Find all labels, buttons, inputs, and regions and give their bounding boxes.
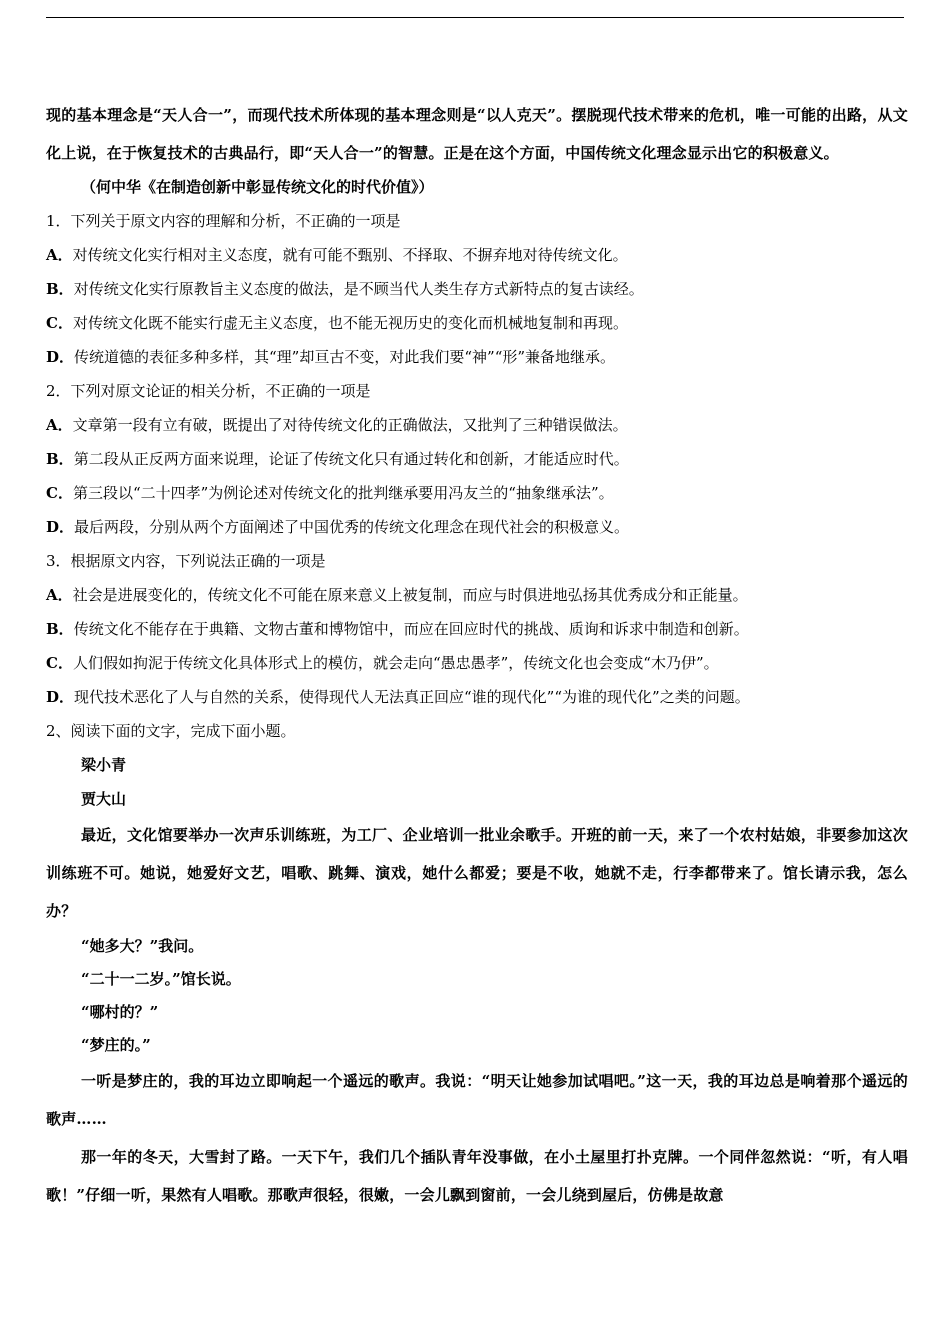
question-stem: 3．根据原文内容，下列说法正确的一项是 bbox=[46, 552, 326, 570]
document-page bbox=[46, 96, 908, 1214]
story-paragraph: 一听是梦庄的，我的耳边立即响起一个遥远的歌声。我说：“明天让她参加试唱吧。”这一天，我的耳边总是响着那个遥远的歌声…… bbox=[46, 1072, 908, 1128]
story-title: 梁小青 bbox=[81, 756, 127, 774]
option-a: A．文章第一段有立有破，既提出了对待传统文化的正确做法，又批判了三种错误做法。 bbox=[46, 416, 628, 434]
story-paragraph: 那一年的冬天，大雪封了路。一天下午，我们几个插队青年没事做，在小土屋里打扑克牌。一个同伴忽然说：“听，有人唱歌！”仔细一听，果然有人唱歌。那歌声很轻，很嫩，一会儿飘到窗前，一会儿绕到屋后，仿佛是故意 bbox=[46, 1148, 908, 1204]
option-c: C．人们假如拘泥于传统文化具体形式上的模仿，就会走向“愚忠愚孝”，传统文化也会变成“木乃伊”。 bbox=[46, 654, 719, 672]
option-c: C．对传统文化既不能实行虚无主义态度，也不能无视历史的变化而机械地复制和再现。 bbox=[46, 314, 628, 332]
question-2 bbox=[46, 374, 908, 544]
dialogue-line: “二十一二岁。”馆长说。 bbox=[81, 970, 241, 988]
passage-source: （何中华《在制造创新中彰显传统文化的时代价值》） bbox=[81, 178, 434, 196]
story-author: 贾大山 bbox=[81, 790, 127, 808]
option-d: D．现代技术恶化了人与自然的关系，使得现代人无法真正回应“谁的现代化”“为谁的现代化”之类的问题。 bbox=[46, 688, 750, 706]
option-a: A．对传统文化实行相对主义态度，就有可能不甄别、不择取、不摒弃地对待传统文化。 bbox=[46, 246, 628, 264]
option-b: B．第二段从正反两方面来说理，论证了传统文化只有通过转化和创新，才能适应时代。 bbox=[46, 450, 629, 468]
question-1 bbox=[46, 204, 908, 374]
question-stem: 1．下列关于原文内容的理解和分析，不正确的一项是 bbox=[46, 212, 401, 230]
option-c: C．第三段以“二十四孝”为例论述对传统文化的批判继承要用冯友兰的“抽象继承法”。 bbox=[46, 484, 614, 502]
section-heading: 2、阅读下面的文字，完成下面小题。 bbox=[46, 722, 296, 740]
option-a: A．社会是进展变化的，传统文化不可能在原来意义上被复制，而应与时俱进地弘扬其优秀成分和正能量。 bbox=[46, 586, 748, 604]
dialogue-line: “她多大？”我问。 bbox=[81, 937, 204, 955]
dialogue-line: “梦庄的。” bbox=[81, 1036, 151, 1054]
option-d: D．传统道德的表征多种多样，其“理”却亘古不变，对此我们要“神”“形”兼备地继承。 bbox=[46, 348, 616, 366]
section-2 bbox=[46, 714, 908, 1214]
passage-paragraph-tail: 现的基本理念是“天人合一”，而现代技术所体现的基本理念则是“以人克天”。摆脱现代技术带来的危机，唯一可能的出路，从文化上说，在于恢复技术的古典品行，即“天人合一”的智慧。正是在这个方面，中国传统文化理念显示出它的积极意义。 bbox=[46, 106, 908, 162]
option-d: D．最后两段，分别从两个方面阐述了中国优秀的传统文化理念在现代社会的积极意义。 bbox=[46, 518, 630, 536]
story-paragraph: 最近，文化馆要举办一次声乐训练班，为工厂、企业培训一批业余歌手。开班的前一天，来了一个农村姑娘，非要参加这次训练班不可。她说，她爱好文艺，唱歌、跳舞、演戏，她什么都爱；要是不收，她就不走，行李都带来了。馆长请示我，怎么办？ bbox=[46, 826, 908, 920]
header-rule bbox=[46, 17, 904, 18]
question-3 bbox=[46, 544, 908, 714]
question-stem: 2．下列对原文论证的相关分析，不正确的一项是 bbox=[46, 382, 371, 400]
option-b: B．传统文化不能存在于典籍、文物古董和博物馆中，而应在回应时代的挑战、质询和诉求中制造和创新。 bbox=[46, 620, 749, 638]
option-b: B．对传统文化实行原教旨主义态度的做法，是不顾当代人类生存方式新特点的复古读经。 bbox=[46, 280, 644, 298]
dialogue-line: “哪村的？” bbox=[81, 1003, 159, 1021]
